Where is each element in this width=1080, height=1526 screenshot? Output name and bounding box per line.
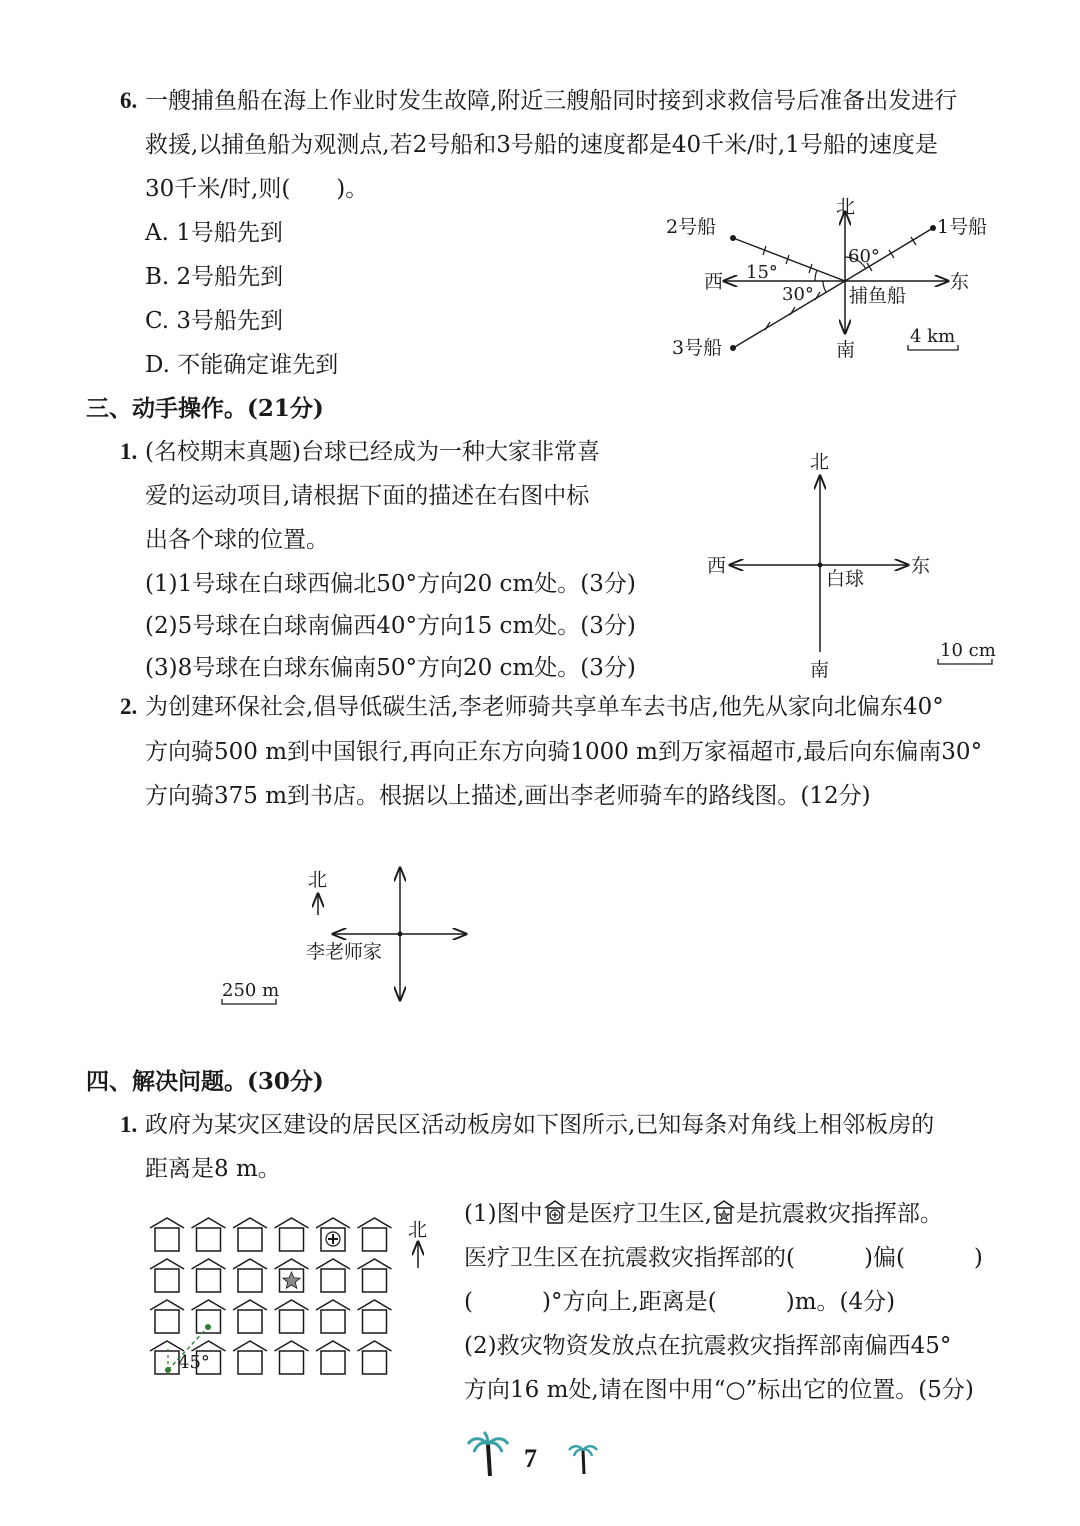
s4q1-part1-line2: 医疗卫生区在抗震救灾指挥部的( )偏( ) <box>464 1245 983 1271</box>
q6-label-angle15: 15° <box>746 262 778 283</box>
q6-label-ship2: 2号船 <box>666 216 717 238</box>
q6-option-a[interactable]: A. 1号船先到 <box>145 220 283 246</box>
s4q1-part1-c: 是抗震救灾指挥部。 <box>735 1201 943 1227</box>
q6-label-angle30: 30° <box>782 284 814 305</box>
s3q1-line2: 爱的运动项目,请根据下面的描述在右图中标 <box>145 483 590 509</box>
s3q1-number: 1. <box>120 439 138 464</box>
s4q1-part2-line2: 方向16 m处,请在图中用“○”标出它的位置。(5分) <box>464 1377 974 1403</box>
prefab-house <box>150 1259 184 1292</box>
s3q2-label-home: 李老师家 <box>306 941 383 963</box>
q6-option-c[interactable]: C. 3号船先到 <box>145 308 284 334</box>
q6-label-center: 捕鱼船 <box>849 285 907 307</box>
prefab-house <box>150 1218 184 1251</box>
prefab-house <box>233 1341 267 1374</box>
s3q1-item1: (1)1号球在白球西偏北50°方向20 cm处。(3分) <box>145 571 636 597</box>
q6-label-scale: 4 km <box>910 326 956 347</box>
s4q1-part2-line1: (2)救灾物资发放点在抗震救灾指挥部南偏西45° <box>464 1333 952 1359</box>
s3q2-label-north: 北 <box>308 869 328 891</box>
s4q1-part1-b: 是医疗卫生区, <box>566 1201 712 1227</box>
q6-label-angle60: 60° <box>848 246 880 267</box>
q6-number: 6. <box>120 88 138 113</box>
prefab-house <box>316 1300 350 1333</box>
s3q1-item2: (2)5号球在白球南偏西40°方向15 cm处。(3分) <box>145 613 636 639</box>
q6-option-d[interactable]: D. 不能确定谁先到 <box>145 352 339 378</box>
prefab-house <box>233 1259 267 1292</box>
prefab-house <box>358 1218 392 1251</box>
prefab-house <box>192 1218 226 1251</box>
prefab-house <box>233 1300 267 1333</box>
section3-title: 三、动手操作。(21分) <box>86 395 324 422</box>
prefab-house <box>192 1259 226 1292</box>
palm-tree-right-icon <box>568 1440 598 1476</box>
prefab-house <box>358 1300 392 1333</box>
prefab-house <box>358 1259 392 1292</box>
q6-label-west: 西 <box>704 271 724 293</box>
s3q1-label-center: 白球 <box>826 568 865 590</box>
s3q1-label-south: 南 <box>810 659 830 681</box>
s3q2-number: 2. <box>120 694 138 719</box>
q6-label-north: 北 <box>836 196 856 218</box>
prefab-house <box>275 1218 309 1251</box>
medical-area-house <box>316 1218 350 1251</box>
s4q1-part1-line3: ( )°方向上,距离是( )m。(4分) <box>464 1289 896 1315</box>
s3q1-label-west: 西 <box>707 555 727 577</box>
s3q1-label-scale: 10 cm <box>940 640 996 661</box>
s3q2-line1: 为创建环保社会,倡导低碳生活,李老师骑共享单车去书店,他先从家向北偏东40° <box>145 694 944 720</box>
s3q1-line1: (名校期末真题)台球已经成为一种大家非常喜 <box>145 439 600 465</box>
s3q2-line3: 方向骑375 m到书店。根据以上描述,画出李老师骑车的路线图。(12分) <box>145 783 871 809</box>
q6-label-ship1: 1号船 <box>937 216 988 238</box>
section4-title: 四、解决问题。(30分) <box>86 1068 324 1095</box>
prefab-house <box>275 1300 309 1333</box>
prefab-house <box>358 1341 392 1374</box>
s4q1-number: 1. <box>120 1112 138 1137</box>
prefab-house <box>316 1259 350 1292</box>
page-number: 7 <box>524 1444 537 1473</box>
s3q1-label-north: 北 <box>810 451 830 473</box>
diagonal-point <box>165 1367 171 1373</box>
q6-option-b[interactable]: B. 2号船先到 <box>145 264 284 290</box>
q6-label-ship3: 3号船 <box>672 337 723 359</box>
q6-label-east: 东 <box>950 271 970 293</box>
s4q1-line2: 距离是8 m。 <box>145 1156 281 1182</box>
s3q1-label-east: 东 <box>911 555 931 577</box>
prefab-house <box>275 1341 309 1374</box>
s4q1-label-angle: 45° <box>178 1352 210 1373</box>
s3q2-label-scale: 250 m <box>222 980 280 1001</box>
s4q1-line1: 政府为某灾区建设的居民区活动板房如下图所示,已知每条对角线上相邻板房的 <box>145 1112 935 1138</box>
s3q1-item3: (3)8号球在白球东偏南50°方向20 cm处。(3分) <box>145 655 636 681</box>
q6-text-line2: 救援,以捕鱼船为观测点,若2号船和3号船的速度都是40千米/时,1号船的速度是 <box>145 132 938 158</box>
q6-label-south: 南 <box>836 339 856 361</box>
prefab-house <box>316 1341 350 1374</box>
prefab-house <box>233 1218 267 1251</box>
q6-text-line1: 一艘捕鱼船在海上作业时发生故障,附近三艘船同时接到求救信号后准备出发进行 <box>145 88 958 114</box>
q6-text-line3: 30千米/时,则( )。 <box>145 176 369 202</box>
s3q1-line3: 出各个球的位置。 <box>145 527 329 553</box>
s4q1-label-north: 北 <box>408 1219 428 1241</box>
s3q2-line2: 方向骑500 m到中国银行,再向正东方向骑1000 m到万家福超市,最后向东偏南30° <box>145 739 983 765</box>
command-center-house <box>275 1259 309 1292</box>
palm-tree-left-icon <box>466 1430 510 1478</box>
prefab-house <box>150 1300 184 1333</box>
diagonal-point <box>205 1324 211 1330</box>
s4q1-part1-a: (1)图中 <box>464 1201 543 1227</box>
